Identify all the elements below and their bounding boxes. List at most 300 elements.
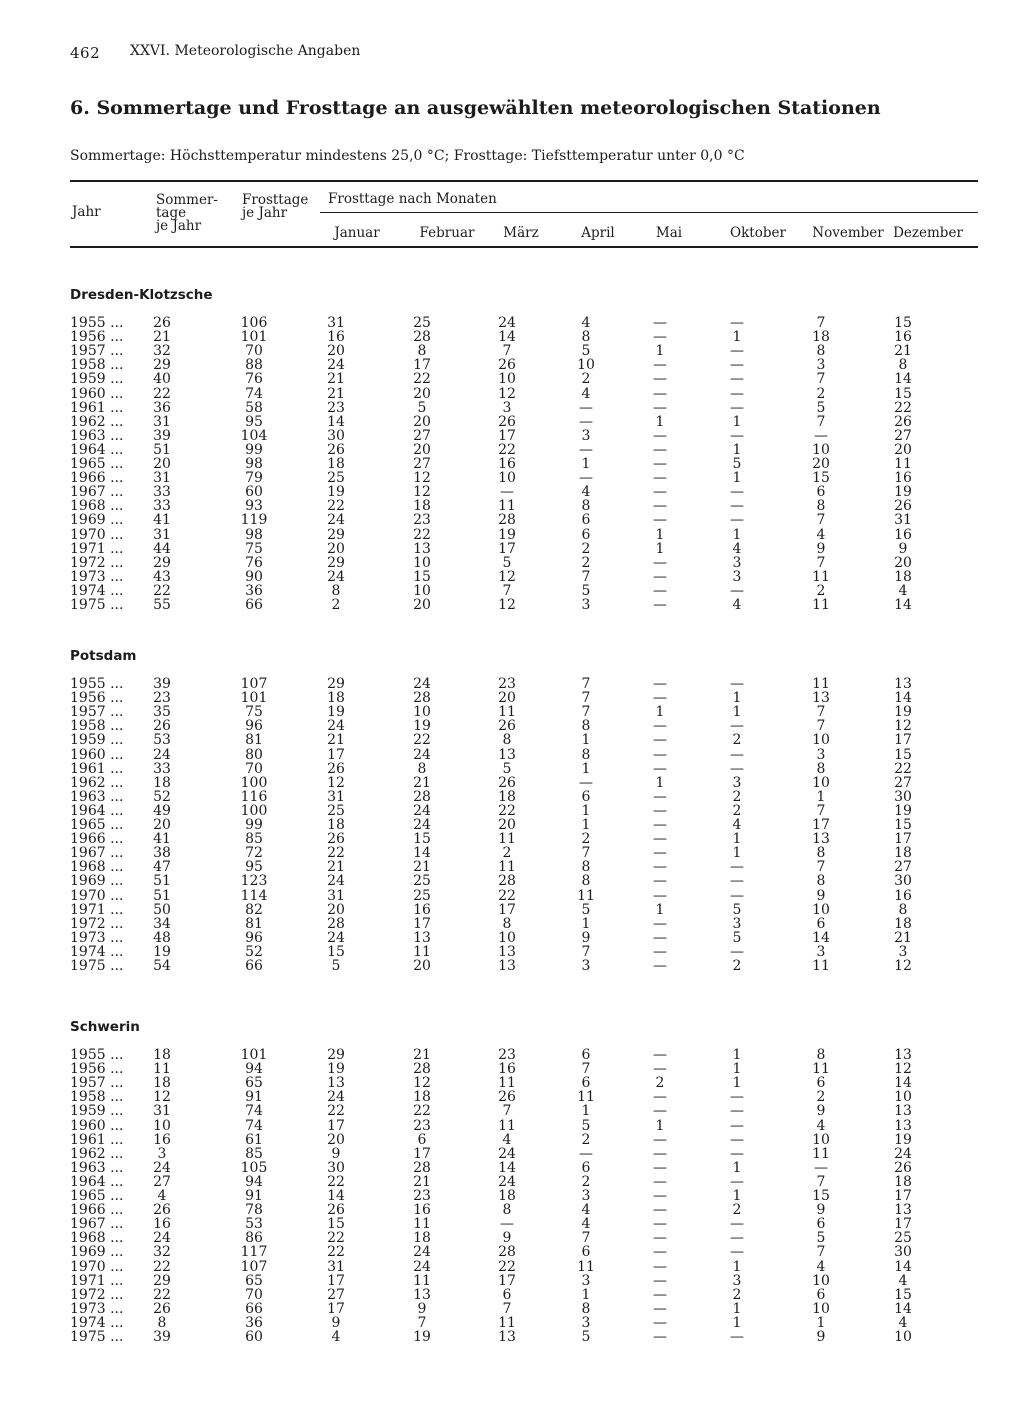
- table-cell: 17: [413, 915, 431, 932]
- table-cell: 94: [245, 1173, 263, 1190]
- table-cell: 16: [153, 1216, 171, 1233]
- row-year: 1971 ...: [70, 901, 124, 918]
- table-cell: 1: [655, 704, 665, 721]
- table-cell: 26: [498, 357, 516, 374]
- table-cell: —: [653, 676, 667, 692]
- column-header-month: Oktober: [730, 225, 786, 241]
- row-year: 1964 ...: [70, 441, 124, 458]
- table-cell: —: [653, 887, 667, 904]
- row-year: 1961 ...: [70, 1131, 124, 1148]
- table-cell: 21: [327, 385, 345, 402]
- table-cell: 21: [413, 859, 431, 876]
- table-cell: —: [653, 732, 667, 749]
- table-cell: 49: [153, 802, 171, 819]
- table-cell: 22: [413, 526, 431, 543]
- table-cell: 1: [732, 690, 742, 707]
- table-cell: 26: [894, 1159, 912, 1176]
- table-cell: 20: [413, 958, 431, 974]
- table-cell: 2: [581, 371, 591, 388]
- row-year: 1967 ...: [70, 1216, 124, 1233]
- table-cell: 14: [894, 597, 912, 613]
- table-cell: —: [730, 399, 744, 416]
- table-cell: 19: [894, 1131, 912, 1148]
- table-cell: —: [653, 1272, 667, 1289]
- table-cell: 1: [732, 1047, 742, 1063]
- table-cell: 5: [331, 958, 341, 974]
- table-cell: 11: [498, 1075, 516, 1092]
- table-cell: 26: [153, 718, 171, 735]
- table-cell: —: [730, 484, 744, 501]
- table-cell: 4: [898, 582, 908, 599]
- table-cell: 10: [894, 1089, 912, 1106]
- table-cell: 13: [498, 746, 516, 763]
- table-cell: 7: [816, 718, 826, 735]
- column-header-month: Dezember: [893, 225, 963, 241]
- table-cell: 15: [894, 385, 912, 402]
- table-cell: 23: [498, 676, 516, 692]
- table-cell: —: [653, 929, 667, 946]
- table-cell: 31: [153, 1103, 171, 1120]
- table-cell: 101: [240, 329, 268, 346]
- table-cell: 28: [498, 873, 516, 890]
- table-cell: 14: [413, 845, 431, 862]
- table-cell: 7: [581, 704, 591, 721]
- table-cell: —: [653, 1188, 667, 1204]
- table-cell: 9: [898, 540, 908, 557]
- table-cell: 19: [894, 704, 912, 721]
- table-cell: 12: [894, 718, 912, 735]
- table-cell: 10: [812, 901, 830, 918]
- table-cell: 2: [732, 788, 742, 805]
- table-cell: 7: [816, 315, 826, 331]
- table-cell: —: [653, 1047, 667, 1063]
- table-cell: 15: [894, 315, 912, 331]
- table-cell: 48: [153, 929, 171, 946]
- table-cell: 4: [732, 540, 742, 557]
- row-year: 1957 ...: [70, 704, 124, 721]
- table-cell: —: [653, 470, 667, 487]
- table-cell: 91: [245, 1188, 263, 1204]
- table-cell: 7: [816, 512, 826, 529]
- table-cell: 12: [498, 597, 516, 613]
- table-cell: 8: [898, 901, 908, 918]
- table-cell: 95: [245, 413, 263, 430]
- table-cell: 22: [153, 1286, 171, 1303]
- table-cell: 81: [245, 915, 263, 932]
- table-cell: 1: [732, 526, 742, 543]
- row-year: 1965 ...: [70, 817, 124, 833]
- table-cell: 4: [581, 1216, 591, 1233]
- table-cell: 11: [577, 1258, 595, 1275]
- table-cell: 20: [327, 1131, 345, 1148]
- table-cell: 5: [816, 399, 826, 416]
- table-cell: 8: [581, 329, 591, 346]
- table-cell: 31: [894, 512, 912, 529]
- table-cell: —: [653, 1314, 667, 1331]
- table-cell: 23: [327, 399, 345, 416]
- table-cell: 12: [413, 470, 431, 487]
- table-cell: 26: [498, 774, 516, 791]
- table-cell: 9: [331, 1145, 341, 1162]
- table-cell: 22: [327, 498, 345, 515]
- table-cell: 7: [816, 859, 826, 876]
- table-cell: 27: [413, 456, 431, 472]
- table-cell: 107: [240, 676, 268, 692]
- table-cell: 36: [245, 582, 263, 599]
- row-year: 1955 ...: [70, 676, 124, 692]
- table-cell: 31: [153, 526, 171, 543]
- row-year: 1963 ...: [70, 1159, 124, 1176]
- table-cell: 8: [581, 859, 591, 876]
- table-cell: 17: [498, 901, 516, 918]
- table-cell: 23: [413, 1188, 431, 1204]
- row-year: 1962 ...: [70, 413, 124, 430]
- row-year: 1956 ...: [70, 1061, 124, 1078]
- table-cell: 61: [245, 1131, 263, 1148]
- table-cell: 7: [502, 343, 512, 360]
- page-number: 462: [70, 44, 101, 62]
- table-cell: 21: [413, 1173, 431, 1190]
- table-cell: 11: [498, 704, 516, 721]
- row-year: 1966 ...: [70, 1202, 124, 1219]
- row-year: 1968 ...: [70, 498, 124, 515]
- table-cell: 11: [812, 597, 830, 613]
- table-cell: 5: [581, 1117, 591, 1134]
- table-cell: 13: [413, 1286, 431, 1303]
- table-cell: 18: [894, 568, 912, 585]
- row-year: 1960 ...: [70, 746, 124, 763]
- table-cell: —: [653, 554, 667, 571]
- table-cell: —: [814, 1159, 828, 1176]
- table-cell: 38: [153, 845, 171, 862]
- table-cell: 43: [153, 568, 171, 585]
- table-cell: 53: [245, 1216, 263, 1233]
- table-cell: 2: [816, 1089, 826, 1106]
- table-cell: —: [579, 413, 593, 430]
- table-cell: 31: [327, 887, 345, 904]
- table-cell: 6: [581, 512, 591, 529]
- table-cell: 66: [245, 597, 263, 613]
- table-cell: 15: [812, 470, 830, 487]
- table-cell: 41: [153, 831, 171, 848]
- table-cell: 60: [245, 1329, 263, 1345]
- table-cell: 1: [732, 1188, 742, 1204]
- table-cell: 11: [894, 456, 912, 472]
- row-year: 1973 ...: [70, 1300, 124, 1317]
- table-cell: 26: [498, 413, 516, 430]
- table-cell: 3: [732, 568, 742, 585]
- table-cell: 75: [245, 704, 263, 721]
- table-cell: 11: [413, 943, 431, 960]
- table-cell: 8: [417, 760, 427, 777]
- table-cell: —: [653, 1061, 667, 1078]
- table-cell: —: [653, 1329, 667, 1345]
- table-cell: 12: [894, 958, 912, 974]
- table-cell: 14: [894, 1258, 912, 1275]
- table-cell: 66: [245, 1300, 263, 1317]
- table-cell: 28: [413, 1061, 431, 1078]
- table-cell: 21: [894, 929, 912, 946]
- table-cell: 10: [413, 704, 431, 721]
- table-cell: —: [730, 1244, 744, 1261]
- table-cell: 18: [413, 1230, 431, 1247]
- table-cell: 21: [894, 343, 912, 360]
- table-cell: —: [653, 385, 667, 402]
- table-cell: 8: [581, 498, 591, 515]
- table-cell: 7: [502, 1103, 512, 1120]
- table-cell: —: [653, 1131, 667, 1148]
- table-cell: 6: [581, 1047, 591, 1063]
- table-cell: 91: [245, 1089, 263, 1106]
- table-cell: 24: [153, 746, 171, 763]
- table-cell: 26: [327, 1202, 345, 1219]
- table-cell: 22: [498, 887, 516, 904]
- table-cell: 26: [327, 441, 345, 458]
- table-cell: 78: [245, 1202, 263, 1219]
- table-cell: —: [730, 427, 744, 444]
- table-cell: 104: [240, 427, 268, 444]
- table-cell: 24: [327, 929, 345, 946]
- table-cell: 10: [498, 470, 516, 487]
- table-cell: 33: [153, 760, 171, 777]
- table-cell: 52: [153, 788, 171, 805]
- table-cell: 20: [413, 385, 431, 402]
- table-cell: 30: [894, 788, 912, 805]
- row-year: 1958 ...: [70, 718, 124, 735]
- table-cell: 20: [498, 690, 516, 707]
- table-cell: 4: [816, 526, 826, 543]
- table-cell: 26: [153, 1300, 171, 1317]
- row-year: 1971 ...: [70, 540, 124, 557]
- table-cell: —: [653, 315, 667, 331]
- row-year: 1966 ...: [70, 831, 124, 848]
- table-cell: 27: [153, 1173, 171, 1190]
- row-year: 1955 ...: [70, 315, 124, 331]
- table-cell: 3: [581, 597, 591, 613]
- table-cell: 105: [240, 1159, 268, 1176]
- table-cell: —: [653, 1173, 667, 1190]
- row-year: 1973 ...: [70, 929, 124, 946]
- table-cell: 25: [327, 470, 345, 487]
- table-cell: 16: [413, 901, 431, 918]
- table-cell: 16: [894, 526, 912, 543]
- table-cell: 22: [498, 1258, 516, 1275]
- table-cell: 27: [894, 774, 912, 791]
- table-cell: 2: [581, 554, 591, 571]
- table-cell: 21: [153, 329, 171, 346]
- table-cell: 6: [816, 1286, 826, 1303]
- table-cell: 11: [812, 568, 830, 585]
- station-name: Potsdam: [70, 648, 137, 664]
- row-year: 1969 ...: [70, 873, 124, 890]
- station-name: Schwerin: [70, 1019, 140, 1035]
- table-cell: 11: [153, 1061, 171, 1078]
- table-cell: —: [653, 582, 667, 599]
- table-cell: 17: [894, 831, 912, 848]
- table-cell: 20: [812, 456, 830, 472]
- table-cell: 20: [894, 554, 912, 571]
- table-cell: 30: [327, 427, 345, 444]
- table-cell: 1: [732, 470, 742, 487]
- table-cell: 8: [816, 760, 826, 777]
- table-cell: 5: [502, 554, 512, 571]
- table-cell: —: [730, 746, 744, 763]
- row-year: 1960 ...: [70, 385, 124, 402]
- table-cell: 2: [816, 385, 826, 402]
- table-cell: 9: [816, 1103, 826, 1120]
- table-cell: 19: [498, 526, 516, 543]
- table-cell: 86: [245, 1230, 263, 1247]
- table-cell: —: [653, 845, 667, 862]
- table-cell: —: [730, 676, 744, 692]
- table-cell: 3: [502, 399, 512, 416]
- table-cell: 8: [502, 1202, 512, 1219]
- table-cell: 19: [153, 943, 171, 960]
- table-cell: 7: [581, 676, 591, 692]
- table-cell: 24: [327, 512, 345, 529]
- table-cell: 99: [245, 441, 263, 458]
- table-cell: 11: [577, 1089, 595, 1106]
- table-cell: 16: [894, 329, 912, 346]
- table-cell: —: [579, 441, 593, 458]
- table-cell: —: [653, 746, 667, 763]
- table-cell: 20: [327, 343, 345, 360]
- table-cell: 85: [245, 1145, 263, 1162]
- table-cell: 14: [812, 929, 830, 946]
- table-cell: 22: [413, 371, 431, 388]
- table-cell: 14: [498, 1159, 516, 1176]
- table-cell: 4: [581, 484, 591, 501]
- table-cell: 11: [498, 859, 516, 876]
- table-cell: —: [653, 1230, 667, 1247]
- table-cell: 18: [894, 1173, 912, 1190]
- table-cell: 11: [812, 676, 830, 692]
- table-cell: 22: [498, 441, 516, 458]
- table-cell: 25: [413, 315, 431, 331]
- table-cell: —: [730, 371, 744, 388]
- table-cell: 19: [327, 704, 345, 721]
- table-cell: 1: [581, 1103, 591, 1120]
- table-cell: 8: [157, 1314, 167, 1331]
- table-cell: 2: [732, 732, 742, 749]
- table-cell: 1: [581, 456, 591, 472]
- table-cell: 24: [413, 802, 431, 819]
- table-cell: 13: [498, 958, 516, 974]
- table-cell: —: [653, 690, 667, 707]
- table-cell: 7: [502, 1300, 512, 1317]
- table-cell: 96: [245, 718, 263, 735]
- table-cell: 88: [245, 357, 263, 374]
- table-cell: 3: [581, 1188, 591, 1204]
- table-cell: 2: [581, 1131, 591, 1148]
- table-cell: 8: [417, 343, 427, 360]
- table-cell: 31: [153, 470, 171, 487]
- table-cell: —: [653, 329, 667, 346]
- column-header-frosttage-line: je Jahr: [242, 205, 288, 221]
- table-cell: 8: [502, 732, 512, 749]
- table-cell: 31: [327, 1258, 345, 1275]
- table-cell: 4: [157, 1188, 167, 1204]
- table-cell: 3: [816, 943, 826, 960]
- table-cell: —: [653, 817, 667, 833]
- table-cell: 96: [245, 929, 263, 946]
- table-cell: 23: [413, 1117, 431, 1134]
- table-cell: 24: [498, 315, 516, 331]
- table-cell: 11: [413, 1272, 431, 1289]
- row-year: 1956 ...: [70, 690, 124, 707]
- table-cell: 17: [327, 1117, 345, 1134]
- table-cell: 17: [327, 1300, 345, 1317]
- table-cell: 22: [327, 1244, 345, 1261]
- row-year: 1967 ...: [70, 484, 124, 501]
- table-cell: —: [653, 1202, 667, 1219]
- table-cell: —: [653, 568, 667, 585]
- table-cell: 39: [153, 1329, 171, 1345]
- table-cell: 41: [153, 512, 171, 529]
- table-cell: 39: [153, 427, 171, 444]
- table-cell: 3: [732, 774, 742, 791]
- table-cell: 4: [732, 817, 742, 833]
- table-cell: 31: [327, 315, 345, 331]
- table-cell: —: [653, 1216, 667, 1233]
- table-cell: 21: [413, 774, 431, 791]
- table-cell: 13: [894, 1103, 912, 1120]
- table-cell: —: [730, 385, 744, 402]
- table-cell: 93: [245, 498, 263, 515]
- table-cell: 23: [498, 1047, 516, 1063]
- table-cell: 11: [812, 1061, 830, 1078]
- row-year: 1974 ...: [70, 582, 124, 599]
- month-group-rule: [320, 212, 978, 213]
- table-cell: 17: [812, 817, 830, 833]
- table-cell: 26: [498, 718, 516, 735]
- table-cell: 24: [327, 718, 345, 735]
- table-cell: 1: [732, 704, 742, 721]
- table-cell: 16: [327, 329, 345, 346]
- table-cell: —: [730, 943, 744, 960]
- column-header-sommertage-line: tage: [156, 205, 187, 221]
- table-cell: 24: [413, 676, 431, 692]
- table-cell: 3: [732, 1272, 742, 1289]
- table-cell: 15: [894, 746, 912, 763]
- table-cell: 9: [417, 1300, 427, 1317]
- table-cell: 1: [816, 788, 826, 805]
- table-cell: 35: [153, 704, 171, 721]
- table-cell: 27: [413, 427, 431, 444]
- table-cell: 72: [245, 845, 263, 862]
- table-cell: 6: [816, 915, 826, 932]
- table-cell: 22: [153, 1258, 171, 1275]
- table-cell: 8: [502, 915, 512, 932]
- row-year: 1967 ...: [70, 845, 124, 862]
- table-cell: 12: [498, 568, 516, 585]
- table-cell: —: [653, 456, 667, 472]
- table-cell: 1: [655, 540, 665, 557]
- row-year: 1957 ...: [70, 343, 124, 360]
- table-cell: 7: [816, 704, 826, 721]
- table-cell: 1: [581, 817, 591, 833]
- table-cell: —: [730, 1329, 744, 1345]
- table-cell: 58: [245, 399, 263, 416]
- table-cell: 18: [327, 817, 345, 833]
- table-cell: 7: [581, 1230, 591, 1247]
- table-cell: 20: [498, 817, 516, 833]
- table-cell: 17: [498, 427, 516, 444]
- table-cell: 66: [245, 958, 263, 974]
- table-cell: 22: [327, 1103, 345, 1120]
- table-cell: 11: [812, 958, 830, 974]
- table-cell: 10: [812, 441, 830, 458]
